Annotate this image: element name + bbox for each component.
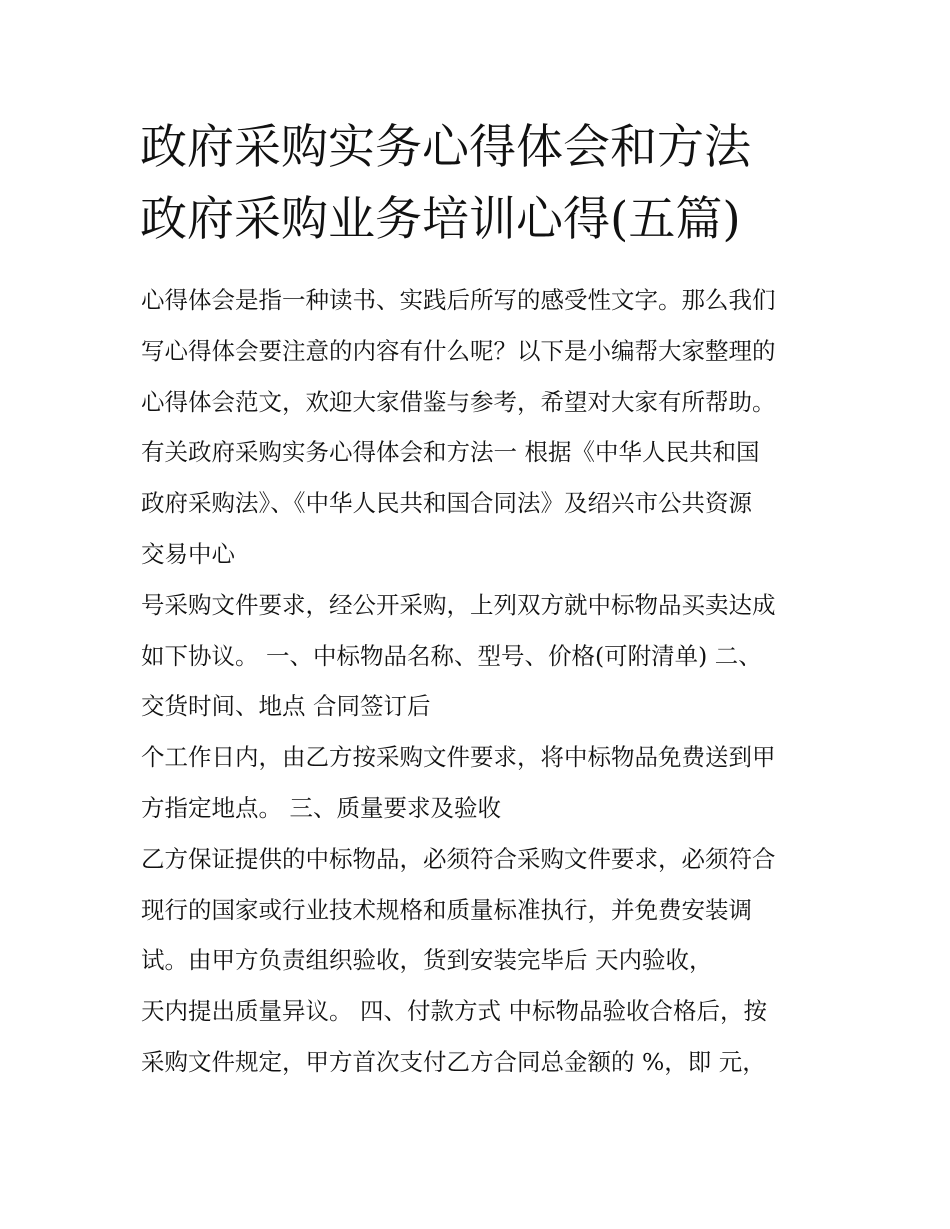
body-line-16: 采购文件规定，甲方首次支付乙方合同总金额的 %，即 元， xyxy=(141,1048,766,1076)
body-line-8: 如下协议。 一、中标物品名称、型号、价格(可附清单) 二、 xyxy=(141,642,762,670)
body-line-7: 号采购文件要求，经公开采购，上列双方就中标物品买卖达成 xyxy=(141,591,776,619)
body-line-10: 个工作日内，由乙方按采购文件要求，将中标物品免费送到甲 xyxy=(141,743,776,771)
document-title xyxy=(140,112,840,256)
title-line-2: 政府采购业务培训心得(五篇) xyxy=(140,192,741,247)
title-line-1: 政府采购实务心得体会和方法 xyxy=(140,120,751,175)
body-line-14: 试。由甲方负责组织验收，货到安装完毕后 天内验收， xyxy=(141,946,713,974)
body-line-5: 政府采购法》、《中华人民共和国合同法》及绍兴市公共资源 xyxy=(141,489,752,517)
body-line-12: 乙方保证提供的中标物品，必须符合采购文件要求，必须符合 xyxy=(141,845,776,873)
body-line-13: 现行的国家或行业技术规格和质量标准执行，并免费安装调 xyxy=(141,896,752,924)
body-line-6: 交易中心 xyxy=(141,540,235,568)
body-line-1: 心得体会是指一种读书、实践后所写的感受性文字。那么我们 xyxy=(141,286,776,314)
body-line-4: 有关政府采购实务心得体会和方法一 根据《中华人民共和国 xyxy=(141,438,760,466)
body-line-2: 写心得体会要注意的内容有什么呢？以下是小编帮大家整理的 xyxy=(141,337,776,365)
body-line-3: 心得体会范文，欢迎大家借鉴与参考，希望对大家有所帮助。 xyxy=(141,388,776,416)
body-line-9: 交货时间、地点 合同签订后 xyxy=(141,692,431,720)
body-line-15: 天内提出质量异议。 四、付款方式 中标物品验收合格后，按 xyxy=(141,997,767,1025)
body-line-11: 方指定地点。 三、质量要求及验收 xyxy=(141,794,501,822)
